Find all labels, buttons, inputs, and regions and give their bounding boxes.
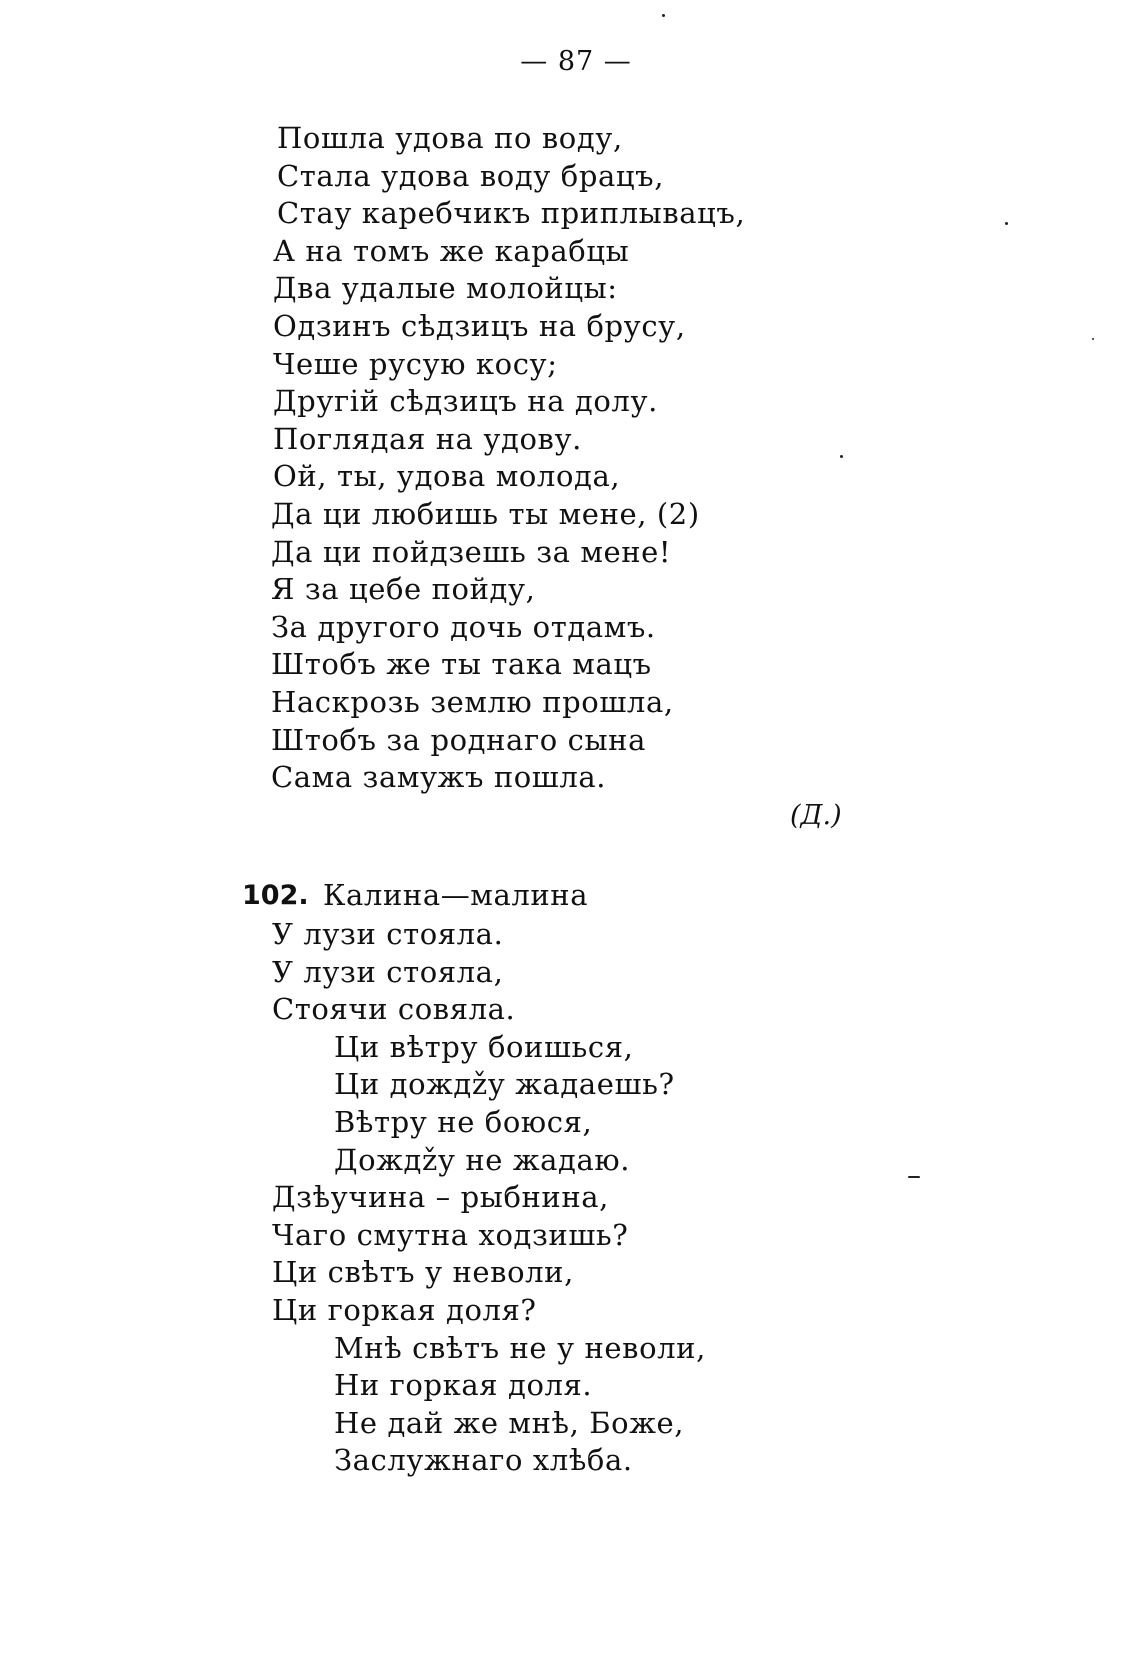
poem-line: Два удалые молойцы: bbox=[273, 271, 618, 306]
print-speck bbox=[1092, 338, 1094, 340]
poem-line: Поглядая на удову. bbox=[273, 421, 582, 456]
poem-line: Мнѣ свѣтъ не у неволи, bbox=[334, 1330, 706, 1365]
second-poem-lines bbox=[272, 916, 706, 1480]
poem-line: Да ци любишь ты мене, (2) bbox=[271, 496, 700, 531]
poem-line: Одзинъ сѣдзицъ на брусу, bbox=[273, 308, 686, 343]
poem-line: У лузи стояла, bbox=[272, 954, 504, 989]
print-speck bbox=[908, 1176, 920, 1178]
poem-line: Стоячи совяла. bbox=[272, 992, 516, 1027]
poem-line: Я за цебе пойду, bbox=[271, 572, 536, 607]
poem-line: У лузи стояла. bbox=[272, 917, 504, 951]
poem-line: Ни горкая доля. bbox=[334, 1368, 593, 1403]
poem-line: Не дай же мнѣ, Боже, bbox=[334, 1405, 685, 1440]
poem-line: Да ци пойдзешь за мене! bbox=[271, 534, 672, 569]
poem-line: Ци свѣтъ у неволи, bbox=[272, 1255, 574, 1290]
poem-signature: (Д.) bbox=[790, 800, 842, 831]
poem-line: Стала удова воду брацъ, bbox=[277, 158, 665, 193]
print-speck bbox=[1005, 222, 1008, 225]
print-speck bbox=[840, 455, 843, 458]
poem-line: Ой, ты, удова молода, bbox=[273, 459, 621, 494]
poem-line: Стау каребчикъ приплывацъ, bbox=[277, 196, 746, 231]
poem-line: Штобъ же ты така мацъ bbox=[271, 647, 652, 682]
poem-line: Пошла удова по воду, bbox=[277, 121, 623, 155]
poem-line: Дзѣучина – рыбнина, bbox=[272, 1180, 609, 1215]
song-title: Калина—малина bbox=[323, 878, 589, 912]
poem-line: Дождžу не жадаю. bbox=[334, 1142, 631, 1177]
poem-line: Чеше русую косу; bbox=[273, 346, 558, 381]
poem-line: Сама замужъ пошла. bbox=[271, 760, 607, 795]
poem-line: Чаго смутна ходзишь? bbox=[272, 1217, 629, 1252]
poem-line: Ци дождžу жадаешь? bbox=[334, 1067, 675, 1102]
poem-line: Ци горкая доля? bbox=[272, 1292, 537, 1327]
poem-line: Ци вѣтру боишься, bbox=[334, 1029, 634, 1064]
poem-line: Штобъ за роднаго сына bbox=[271, 722, 646, 757]
poem-line: А на томъ же карабцы bbox=[273, 233, 630, 268]
first-poem-lines bbox=[271, 120, 746, 797]
poem-line: Наскрозь землю прошла, bbox=[271, 684, 674, 719]
poem-line: За другого дочь отдамъ. bbox=[271, 609, 656, 644]
poem-line: Заслужнаго хлѣба. bbox=[334, 1443, 633, 1478]
print-speck bbox=[662, 14, 665, 17]
page-number: — 87 — bbox=[520, 46, 632, 77]
poem-line: Другiй сѣдзицъ на долу. bbox=[273, 384, 658, 419]
poem-line: Вѣтру не боюся, bbox=[334, 1104, 593, 1139]
song-number: 102. bbox=[242, 880, 309, 911]
